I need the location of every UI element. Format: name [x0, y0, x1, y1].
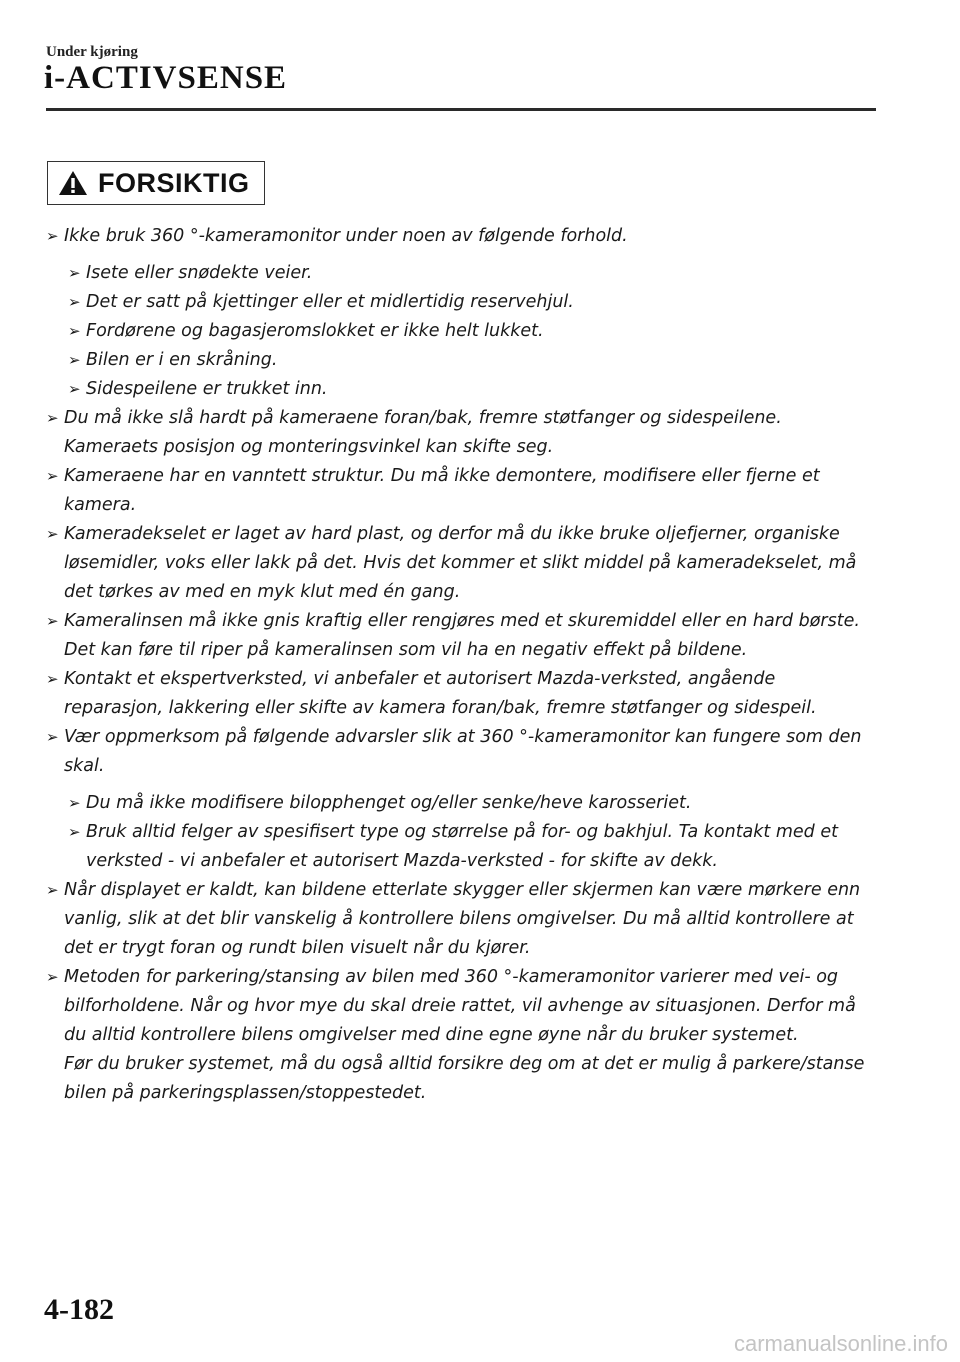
bullet-arrow-icon: ➢	[46, 670, 59, 688]
bullet-arrow-icon: ➢	[46, 525, 59, 543]
list-item-text: Ikke bruk 360 °-kameramonitor under noen av følgende forhold.	[64, 226, 628, 246]
sub-list-item	[68, 259, 876, 288]
header-divider	[46, 108, 876, 111]
list-item-text: Du må ikke modifisere bilopphenget og/eller senke/heve karosseriet.	[86, 793, 692, 813]
sub-list-item	[68, 346, 876, 375]
list-item	[46, 222, 876, 251]
list-item-text: Isete eller snødekte veier.	[86, 263, 313, 283]
bullet-arrow-icon: ➢	[46, 968, 59, 986]
list-item-text: Kameralinsen må ikke gnis kraftig eller rengjøres med et skuremiddel eller en hard børste. Det kan føre til riper på kameralinsen som vil ha en negativ effekt på bildene.	[64, 611, 860, 660]
list-item	[46, 723, 876, 781]
bullet-arrow-icon: ➢	[46, 227, 59, 245]
bullet-arrow-icon: ➢	[68, 351, 81, 369]
list-item-text: Metoden for parkering/stansing av bilen med 360 °-kameramonitor varierer med vei- og bilforholdene. Når og hvor mye du skal dreie rattet, vil avhenge av situasjonen. Derfor må du alltid kontrollere bilens omgivelser med dine egne øyne når du bruker systemet.	[64, 967, 856, 1045]
caution-label: FORSIKTIG	[98, 167, 250, 198]
page-number: 4-182	[44, 1293, 114, 1326]
sub-list-item	[68, 789, 876, 818]
bullet-arrow-icon: ➢	[46, 467, 59, 485]
list-item	[46, 404, 876, 462]
list-item	[46, 520, 876, 607]
list-item-text: Når displayet er kaldt, kan bildene etterlate skygger eller skjermen kan være mørkere enn vanlig, slik at det blir vanskelig å kontrollere bilens omgivelser. Du må alltid kontrollere at det er trygt foran og rundt bilen visuelt når du kjører.	[64, 880, 861, 958]
caution-list	[46, 222, 876, 1108]
watermark: carmanualsonline.info	[733, 1331, 948, 1356]
bullet-arrow-icon: ➢	[68, 264, 81, 282]
list-item	[46, 462, 876, 520]
list-item-text: Fordørene og bagasjeromslokket er ikke helt lukket.	[86, 321, 544, 341]
list-item-text: Kameraene har en vanntett struktur. Du må ikke demontere, modifisere eller fjerne et kamera.	[64, 466, 820, 515]
list-item-text: Bruk alltid felger av spesifisert type og størrelse på for- og bakhjul. Ta kontakt med et verksted - vi anbefaler et autorisert Mazda-verksted - for skifte av dekk.	[86, 822, 838, 871]
bullet-arrow-icon: ➢	[46, 881, 59, 899]
list-item-text: Det er satt på kjettinger eller et midlertidig reservehjul.	[86, 292, 574, 312]
sub-list-item	[68, 317, 876, 346]
bullet-arrow-icon: ➢	[46, 409, 59, 427]
bullet-arrow-icon: ➢	[46, 612, 59, 630]
list-item	[46, 963, 876, 1108]
list-item-text: Sidespeilene er trukket inn.	[86, 379, 328, 399]
sub-list-item	[68, 375, 876, 404]
list-item	[46, 607, 876, 665]
bullet-arrow-icon: ➢	[68, 380, 81, 398]
list-item-continuation: Før du bruker systemet, må du også alltid forsikre deg om at det er mulig å parkere/stanse bilen på parkeringsplassen/stoppestedet.	[64, 1054, 865, 1103]
list-item-text: Vær oppmerksom på følgende advarsler slik at 360 °-kameramonitor kan fungere som den skal.	[64, 727, 862, 776]
caution-banner	[47, 161, 265, 205]
bullet-arrow-icon: ➢	[46, 728, 59, 746]
list-item-text: Du må ikke slå hardt på kameraene foran/bak, fremre støtfanger og sidespeilene. Kameraets posisjon og monteringsvinkel kan skifte seg.	[64, 408, 782, 457]
page-title: i-ACTIVSENSE	[44, 60, 288, 96]
list-item-text: Kameradekselet er laget av hard plast, og derfor må du ikke bruke oljefjerner, organiske løsemidler, voks eller lakk på det. Hvis det kommer et slikt middel på kameradekselet, må det tørkes av med en myk klut med én gang.	[64, 524, 857, 602]
sub-list-item	[68, 818, 876, 876]
bullet-arrow-icon: ➢	[68, 823, 81, 841]
bullet-arrow-icon: ➢	[68, 794, 81, 812]
section-heading: Under kjøring	[46, 44, 138, 60]
warning-triangle-icon	[58, 170, 88, 196]
bullet-arrow-icon: ➢	[68, 322, 81, 340]
list-item	[46, 665, 876, 723]
list-item	[46, 876, 876, 963]
list-item-text: Bilen er i en skråning.	[86, 350, 278, 370]
list-item-text: Kontakt et ekspertverksted, vi anbefaler et autorisert Mazda-verksted, angående reparasjon, lakkering eller skifte av kamera foran/bak, fremre støtfanger og sidespeil.	[64, 669, 817, 718]
bullet-arrow-icon: ➢	[68, 293, 81, 311]
sub-list-item	[68, 288, 876, 317]
